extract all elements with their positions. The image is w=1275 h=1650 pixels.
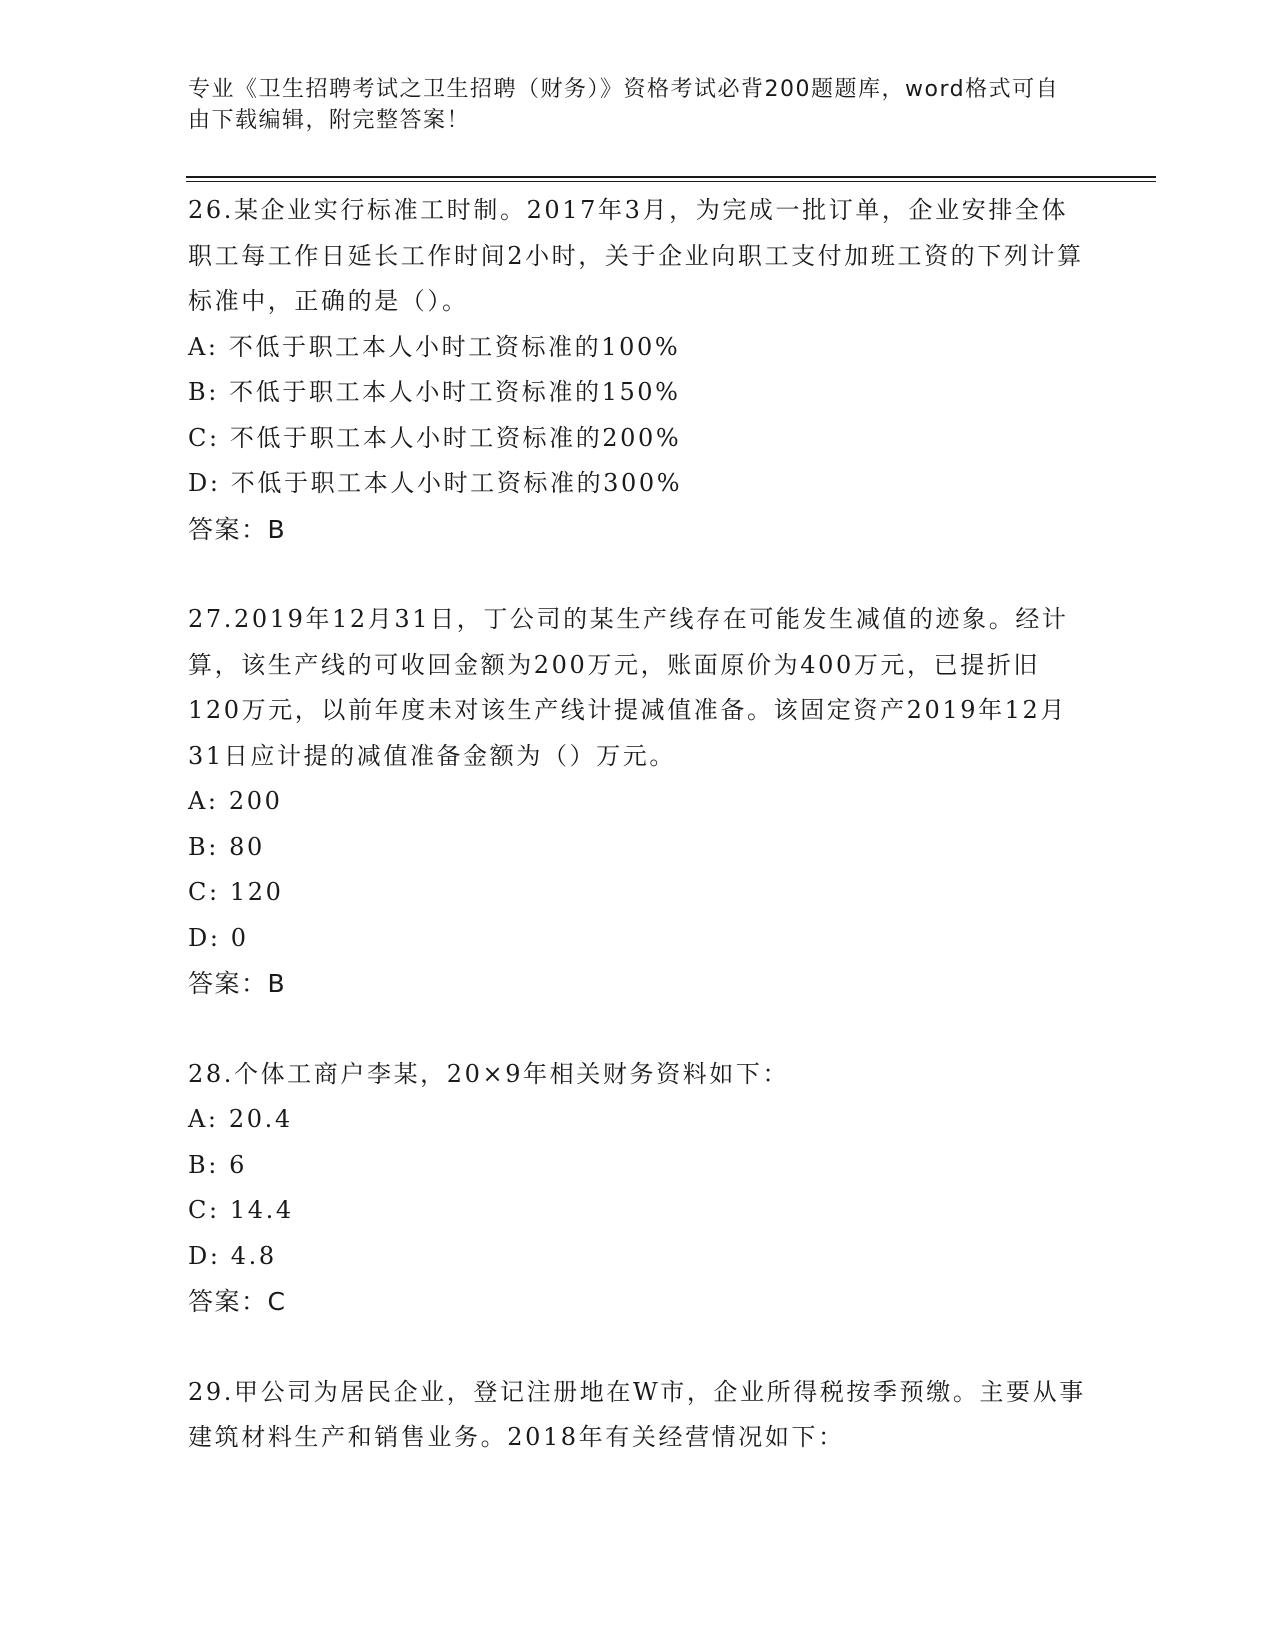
answer-line: 答案：C [188, 1287, 287, 1316]
option-key: C: [188, 1196, 220, 1224]
question-list [188, 188, 1088, 1461]
option-d [188, 461, 1088, 507]
option-a [188, 779, 1088, 825]
header-divider-thick [186, 176, 1156, 178]
option-c [188, 1188, 1088, 1234]
option-text: 120 [229, 878, 284, 906]
option-key: C: [188, 423, 220, 452]
option-text: 4.8 [230, 1241, 277, 1270]
option-text: 80 [229, 832, 265, 861]
question-text: 28.个体工商户李某，20×9年相关财务资料如下： [188, 1059, 790, 1088]
option-b [188, 370, 1088, 416]
question-27 [188, 597, 1088, 1007]
option-text: 200 [228, 787, 283, 815]
question-text: 26.某企业实行标准工时制。2017年3月，为完成一批订单，企业安排全体职工每工作日延长工作时间2小时，关于企业向职工支付加班工资的下列计算标准中，正确的是（）。 [188, 196, 1084, 315]
header-divider-thin [186, 181, 1156, 182]
option-key: D: [188, 923, 221, 952]
option-text: 6 [229, 1150, 248, 1179]
spacer [188, 552, 1088, 597]
option-a [188, 325, 1088, 371]
option-key: D: [188, 1241, 221, 1270]
option-text: 0 [230, 923, 249, 952]
question-text: 29.甲公司为居民企业，登记注册地在W市，企业所得税按季预缴。主要从事建筑材料生产和销售业务。2018年有关经营情况如下： [188, 1377, 1086, 1451]
option-text: 不低于职工本人小时工资标准的300% [230, 469, 683, 497]
option-a [188, 1097, 1088, 1143]
question-26 [188, 188, 1088, 552]
spacer [188, 1007, 1088, 1052]
spacer [188, 1325, 1088, 1370]
option-text: 不低于职工本人小时工资标准的200% [229, 423, 682, 452]
answer-line: 答案：B [188, 514, 287, 544]
question-28 [188, 1052, 1088, 1325]
option-text: 不低于职工本人小时工资标准的150% [229, 378, 681, 406]
option-text: 不低于职工本人小时工资标准的100% [228, 332, 681, 361]
option-key: A: [188, 787, 219, 815]
option-d [188, 1234, 1088, 1280]
option-d [188, 916, 1088, 962]
option-text: 20.4 [228, 1105, 293, 1133]
option-c [188, 416, 1088, 462]
question-29 [188, 1370, 1088, 1461]
option-text: 14.4 [229, 1196, 294, 1224]
option-b [188, 825, 1088, 871]
option-key: C: [188, 878, 220, 906]
option-key: A: [188, 332, 219, 361]
option-key: B: [188, 832, 219, 861]
option-key: A: [188, 1105, 219, 1133]
option-key: B: [188, 378, 219, 406]
option-b [188, 1143, 1088, 1189]
answer-line: 答案：B [188, 969, 287, 998]
option-key: B: [188, 1150, 219, 1179]
document-header: 专业《卫生招聘考试之卫生招聘（财务）》资格考试必背200题题库，word格式可自由下载编辑，附完整答案！ [188, 77, 1060, 133]
option-key: D: [188, 469, 221, 497]
option-c [188, 870, 1088, 916]
question-text: 27.2019年12月31日，丁公司的某生产线存在可能发生减值的迹象。经计算，该生产线的可收回金额为200万元，账面原价为400万元，已提折旧120万元，以前年度未对该生产线计提减值准备。该固定资产2019年12月31日应计提的减值准备金额为（）万元。 [188, 605, 1069, 770]
